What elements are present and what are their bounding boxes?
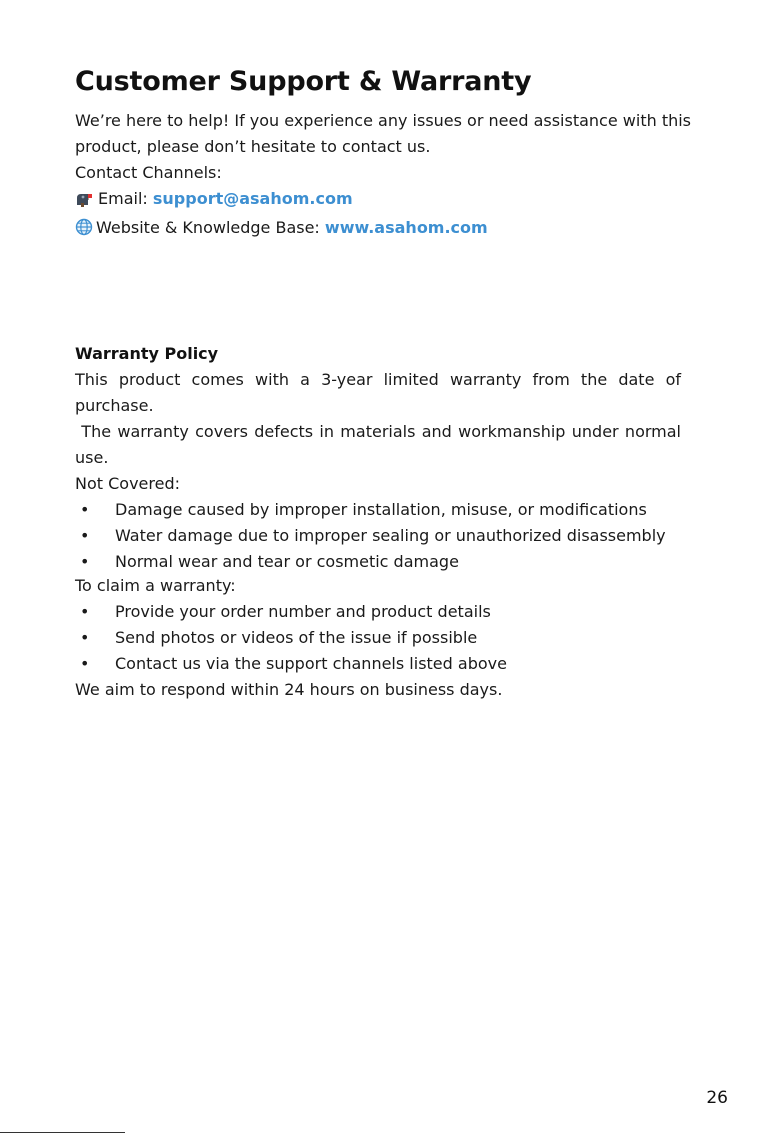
globe-icon xyxy=(75,218,93,242)
warranty-p1-line-1: This product comes with a 3-year limited warranty from the date of xyxy=(75,370,681,389)
not-covered-text: Normal wear and tear or cosmetic damage xyxy=(115,552,459,571)
contact-heading: Contact Channels: xyxy=(75,163,222,182)
not-covered-text: Damage caused by improper installation, misuse, or modifications xyxy=(115,500,647,519)
bullet: • xyxy=(80,552,90,571)
email-link[interactable]: support@asahom.com xyxy=(152,189,353,208)
bullet: • xyxy=(80,654,90,673)
claim-step-text: Provide your order number and product details xyxy=(115,602,491,621)
page-title: Customer Support & Warranty xyxy=(75,66,532,97)
bullet: • xyxy=(80,500,90,519)
warranty-p2-line-2: use. xyxy=(75,448,109,467)
intro-line-2: product, please don’t hesitate to contact us. xyxy=(75,137,431,156)
mailbox-icon xyxy=(75,191,95,213)
website-label: Website & Knowledge Base: xyxy=(96,218,325,237)
claim-step-text: Send photos or videos of the issue if possible xyxy=(115,628,478,647)
not-covered-heading: Not Covered: xyxy=(75,474,181,493)
page-number: 26 xyxy=(706,1088,728,1108)
intro-line-1: We’re here to help! If you experience any issues or need assistance with this xyxy=(75,111,692,130)
warranty-p2-line-1: The warranty covers defects in materials and workmanship under normal xyxy=(75,422,681,441)
claim-step-text: Contact us via the support channels listed above xyxy=(115,654,507,673)
bullet: • xyxy=(80,602,90,621)
bullet: • xyxy=(80,526,90,545)
not-covered-text: Water damage due to improper sealing or unauthorized disassembly xyxy=(115,526,666,545)
website-link[interactable]: www.asahom.com xyxy=(324,218,488,237)
claim-heading: To claim a warranty: xyxy=(75,576,236,595)
warranty-p1-line-2: purchase. xyxy=(75,396,154,415)
email-row xyxy=(75,188,353,213)
email-label: Email: xyxy=(98,189,153,208)
website-row xyxy=(75,217,488,242)
bullet: • xyxy=(80,628,90,647)
closing-statement: We aim to respond within 24 hours on business days. xyxy=(75,680,503,699)
warranty-heading: Warranty Policy xyxy=(75,344,219,363)
footer-rule xyxy=(0,1132,125,1133)
